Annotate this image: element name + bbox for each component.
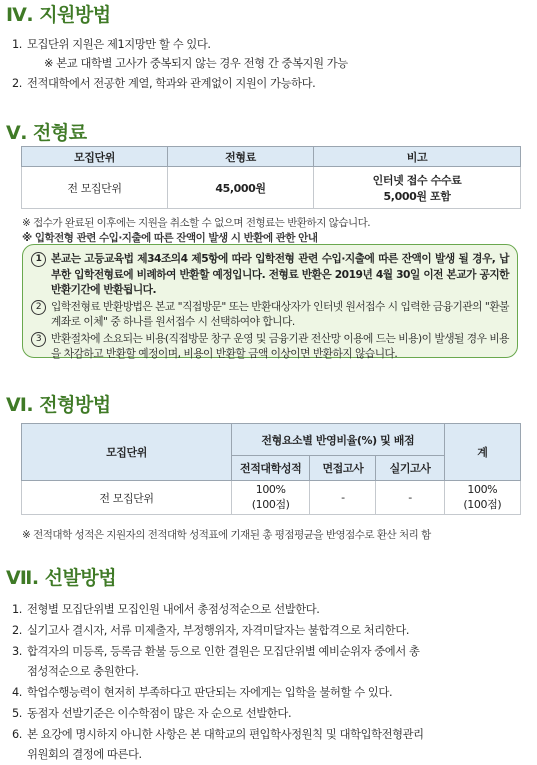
section-title-fee: Ⅴ. 전형료 bbox=[6, 122, 87, 144]
table-header: 모집단위 bbox=[22, 424, 232, 481]
notice-item bbox=[31, 331, 509, 362]
list-number: 2. bbox=[12, 77, 22, 90]
table-cell: - bbox=[310, 481, 376, 515]
list-number: 4. bbox=[12, 686, 22, 699]
table-subheader: 전적대학성적 bbox=[232, 456, 310, 481]
cell-line: 100% bbox=[467, 483, 498, 496]
list-number: 6. bbox=[12, 728, 22, 741]
notice-text: 반환절차에 소요되는 비용(직접방문 창구 운영 및 금융기관 전산망 이용에 드는 비용)이 발생될 경우 비용을 차감하고 반환할 예정이며, 비용이 반환할 금액 이상이면 반환하지 않습니다. bbox=[51, 331, 509, 360]
table-cell: 전 모집단위 bbox=[22, 167, 168, 209]
list-number: 5. bbox=[12, 707, 22, 720]
circled-number: 1 bbox=[31, 252, 46, 267]
cell-line: 100% bbox=[255, 483, 286, 496]
cell-line: (100점) bbox=[251, 498, 290, 511]
table-row bbox=[22, 167, 521, 209]
table-header: 모집단위 bbox=[22, 147, 168, 167]
list-number: 2. bbox=[12, 624, 22, 637]
refund-notice-box bbox=[22, 244, 518, 358]
fee-note: ※ 접수가 완료된 이후에는 지원을 취소할 수 없으며 전형료는 반환하지 않습니다. bbox=[22, 217, 371, 229]
table-header: 계 bbox=[444, 424, 520, 481]
evaluation-note: ※ 전적대학 성적은 지원자의 전적대학 성적표에 기재된 총 평점평균을 반영점수로 환산 처리 함 bbox=[22, 529, 431, 541]
list-item bbox=[12, 686, 392, 700]
section-title-selection: Ⅶ. 선발방법 bbox=[6, 567, 117, 589]
table-cell: - bbox=[376, 481, 444, 515]
list-item bbox=[12, 728, 424, 742]
table-cell bbox=[232, 481, 310, 515]
notice-text: 입학전형료 반환방법은 본교 "직접방문" 또는 반환대상자가 인터넷 원서접수 시 입력한 금융기관의 "환불계좌로 이체" 중 하나를 원서접수 시 선택하여야 합니다. bbox=[51, 299, 509, 328]
notice-item bbox=[31, 299, 509, 330]
table-header: 전형요소별 반영비율(%) 및 배점 bbox=[232, 424, 445, 456]
table-cell: 전 모집단위 bbox=[22, 481, 232, 515]
list-item bbox=[12, 645, 420, 659]
section-title-application-method: Ⅳ. 지원방법 bbox=[6, 4, 111, 26]
list-text: 학업수행능력이 현저히 부족하다고 판단되는 자에게는 입학을 불허할 수 있다. bbox=[27, 686, 393, 699]
list-text: 전형별 모집단위별 모집인원 내에서 총점성적순으로 선발한다. bbox=[27, 603, 320, 616]
cell-line: (100점) bbox=[463, 498, 502, 511]
table-subheader: 실기고사 bbox=[376, 456, 444, 481]
table-header: 전형료 bbox=[168, 147, 314, 167]
list-item bbox=[12, 77, 315, 91]
notice-item bbox=[31, 251, 509, 298]
table-row bbox=[22, 481, 521, 515]
list-number: 3. bbox=[12, 645, 22, 658]
table-subheader: 면접고사 bbox=[310, 456, 376, 481]
list-item bbox=[12, 603, 319, 617]
table-header: 비고 bbox=[314, 147, 521, 167]
refund-notice-heading: ※ 입학전형 관련 수입·지출에 따른 잔액이 발생 시 반환에 관한 안내 bbox=[22, 232, 318, 244]
list-number: 1. bbox=[12, 38, 22, 51]
list-item bbox=[12, 38, 211, 52]
section-title-selection-method: Ⅵ. 전형방법 bbox=[6, 394, 111, 416]
fee-note-line: 5,000원 포함 bbox=[383, 189, 451, 203]
circled-number: 2 bbox=[31, 300, 46, 315]
list-text: 전적대학에서 전공한 계열, 학과와 관계없이 지원이 가능하다. bbox=[27, 77, 316, 90]
fee-note-line: 인터넷 접수 수수료 bbox=[372, 173, 462, 187]
table-cell bbox=[444, 481, 520, 515]
table-cell: 45,000원 bbox=[168, 167, 314, 209]
circled-number: 3 bbox=[31, 332, 46, 347]
table-cell bbox=[314, 167, 521, 209]
list-text: 동점자 선발기준은 이수학점이 많은 자 순으로 선발한다. bbox=[27, 707, 292, 720]
notice-text: 본교는 고등교육법 제34조의4 제5항에 따라 입학전형 관련 수입·지출에 따른 잔액이 발생 될 경우, 납부한 입학전형료에 비례하여 반환할 예정입니다. 전형료 반환은 2019년 4월 30일 이전 본교가 공지한 반환기간에 반환됩니다. bbox=[51, 252, 509, 296]
list-item-continuation: 점성적순으로 충원한다. bbox=[27, 665, 139, 678]
list-number: 1. bbox=[12, 603, 22, 616]
list-text: 실기고사 결시자, 서류 미제출자, 부정행위자, 자격미달자는 불합격으로 처리한다. bbox=[27, 624, 410, 637]
list-text: 모집단위 지원은 제1지망만 할 수 있다. bbox=[27, 38, 211, 51]
list-note: ※ 본교 대학별 고사가 중복되지 않는 경우 전형 간 중복지원 가능 bbox=[44, 57, 348, 70]
evaluation-table bbox=[21, 423, 521, 515]
list-item-continuation: 위원회의 결정에 따른다. bbox=[27, 748, 142, 761]
list-item bbox=[12, 624, 409, 638]
list-text: 합격자의 미등록, 등록금 환불 등으로 인한 결원은 모집단위별 예비순위자 중에서 총 bbox=[27, 645, 420, 658]
fee-table bbox=[21, 146, 521, 209]
list-text: 본 요강에 명시하지 아니한 사항은 본 대학교의 편입학사정원칙 및 대학입학전형관리 bbox=[27, 728, 424, 741]
list-item bbox=[12, 707, 291, 721]
